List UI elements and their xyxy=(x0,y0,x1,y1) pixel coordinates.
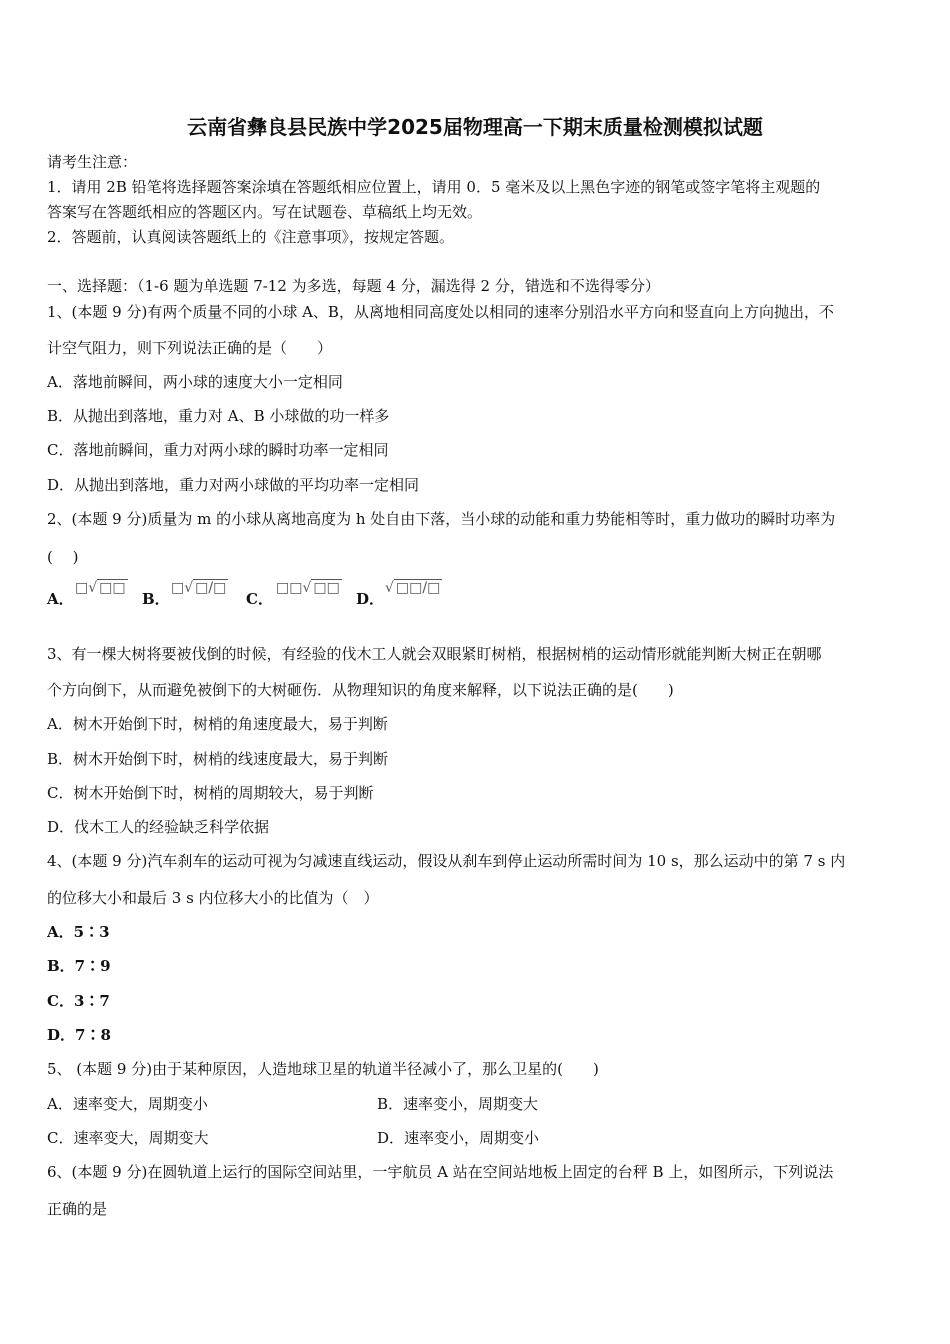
q2-option-b-label: B． xyxy=(142,590,170,608)
q5-option-a: A．速率变大，周期变小 xyxy=(47,1095,208,1113)
section-heading: 一、选择题：（1-6 题为单选题 7-12 为多选，每题 4 分，漏选得 2 分，错选和不选得零分） xyxy=(47,277,660,295)
q6-stem-line-2: 正确的是 xyxy=(47,1200,108,1218)
q3-option-c: C．树木开始倒下时，树梢的周期较大，易于判断 xyxy=(47,784,374,802)
q3-option-a: A．树木开始倒下时，树梢的角速度最大，易于判断 xyxy=(47,715,388,733)
notice-item-1-line-2: 答案写在答题纸相应的答题区内。写在试题卷、草稿纸上均无效。 xyxy=(47,203,483,221)
q1-option-a: A．落地前瞬间，两小球的速度大小一定相同 xyxy=(47,373,343,391)
q4-stem-line-1: 4、(本题 9 分)汽车刹车的运动可视为匀减速直线运动，假设从刹车到停止运动所需时间为 10 s，那么运动中的第 7 s 内 xyxy=(47,852,846,870)
q5-option-c: C．速率变大，周期变大 xyxy=(47,1129,209,1147)
q1-option-d: D．从抛出到落地，重力对两小球做的平均功率一定相同 xyxy=(47,476,420,494)
q4-option-b: B．7∶9 xyxy=(47,957,111,975)
q2-stem-line-1: 2、(本题 9 分)质量为 m 的小球从离地高度为 h 处自由下落，当小球的动能和重力势能相等时，重力做功的瞬时功率为 xyxy=(47,510,836,528)
q2-option-a-formula: □√ □□ xyxy=(75,580,126,596)
q3-stem-line-2: 个方向倒下，从而避免被倒下的大树砸伤．从物理知识的角度来解释，以下说法正确的是( ) xyxy=(47,681,674,699)
formula-radicand: □□ xyxy=(313,580,340,596)
q5-option-b: B．速率变小，周期变大 xyxy=(377,1095,539,1113)
notice-item-1-line-1: 1．请用 2B 铅笔将选择题答案涂填在答题纸相应位置上，请用 0．5 毫米及以上黑色字迹的钢笔或签字笔将主观题的 xyxy=(47,178,821,196)
q6-stem-line-1: 6、(本题 9 分)在圆轨道上运行的国际空间站里，一宇航员 A 站在空间站地板上固定的台秤 B 上，如图所示，下列说法 xyxy=(47,1163,834,1181)
q1-option-c: C．落地前瞬间，重力对两小球的瞬时功率一定相同 xyxy=(47,441,389,459)
notice-item-2: 2．答题前，认真阅读答题纸上的《注意事项》，按规定答题。 xyxy=(47,228,455,246)
q3-option-b: B．树木开始倒下时，树梢的线速度最大，易于判断 xyxy=(47,750,389,768)
q4-option-c: C．3∶7 xyxy=(47,992,110,1010)
q3-option-d: D．伐木工人的经验缺乏科学依据 xyxy=(47,818,270,836)
q5-option-d: D．速率变小，周期变小 xyxy=(377,1129,540,1147)
q2-stem-line-2: ( ) xyxy=(47,548,79,566)
q2-option-a-label: A． xyxy=(47,590,74,608)
q1-option-b: B．从抛出到落地，重力对 A、B 小球做的功一样多 xyxy=(47,407,390,425)
q2-option-b-formula: □√ □/□ xyxy=(171,580,227,596)
q1-stem-line-1: 1、(本题 9 分)有两个质量不同的小球 A、B，从离地相同高度处以相同的速率分别沿水平方向和竖直向上方向抛出，不 xyxy=(47,303,834,321)
formula-radicand: □□ xyxy=(99,580,126,596)
page-title: 云南省彝良县民族中学2025届物理高一下期末质量检测模拟试题 xyxy=(187,115,763,139)
q4-option-a: A．5∶3 xyxy=(47,923,110,941)
q2-option-c-label: C． xyxy=(246,590,273,608)
formula-factor: □ xyxy=(171,580,185,596)
formula-factor: □□ xyxy=(276,580,303,596)
q1-stem-line-2: 计空气阻力，则下列说法正确的是（ ） xyxy=(47,339,333,357)
q5-stem: 5、 (本题 9 分)由于某种原因，人造地球卫星的轨道半径减小了，那么卫星的( ) xyxy=(47,1060,599,1078)
notice-heading: 请考生注意： xyxy=(47,153,138,171)
q4-option-d: D．7∶8 xyxy=(47,1026,111,1044)
q2-option-d-formula: √ □□/□ xyxy=(385,580,441,596)
q2-option-d-label: D． xyxy=(356,590,385,608)
q2-option-c-formula: □□√ □□ xyxy=(276,580,340,596)
q4-stem-line-2: 的位移大小和最后 3 s 内位移大小的比值为（ ） xyxy=(47,889,379,907)
formula-radicand: □□/□ xyxy=(395,580,441,596)
q3-stem-line-1: 3、有一棵大树将要被伐倒的时候，有经验的伐木工人就会双眼紧盯树梢，根据树梢的运动情形就能判断大树正在朝哪 xyxy=(47,645,822,663)
q2-options xyxy=(47,578,747,608)
formula-factor: □ xyxy=(75,580,89,596)
formula-radicand: □/□ xyxy=(195,580,227,596)
